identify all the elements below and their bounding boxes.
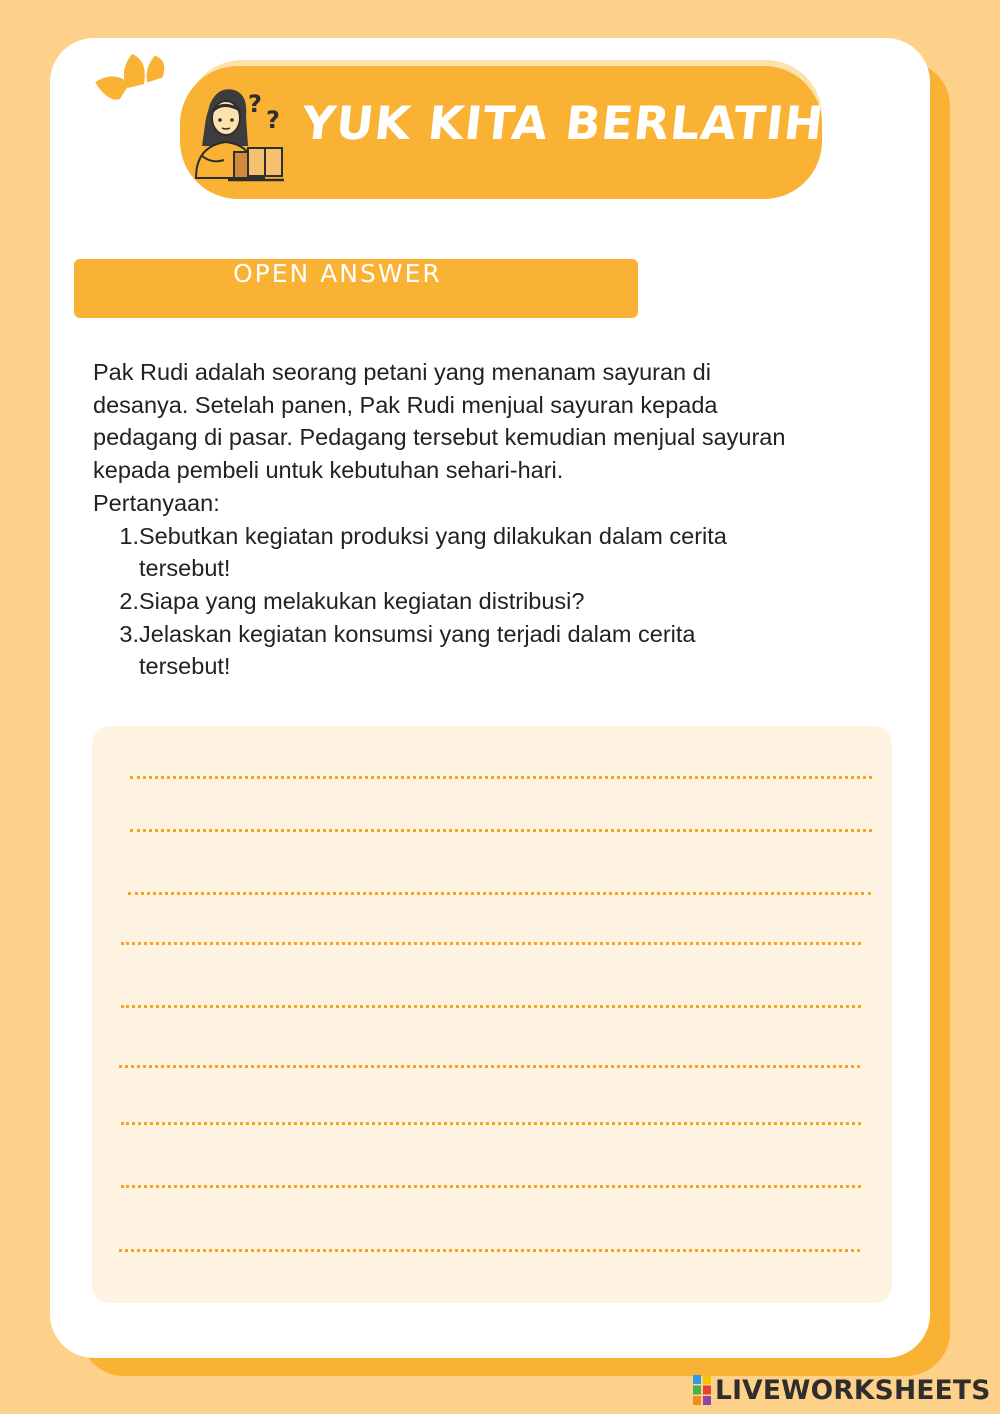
- sparkle-rays-icon: [88, 42, 178, 117]
- svg-text:?: ?: [266, 106, 280, 134]
- brand: [693, 1373, 991, 1407]
- question-text: Sebutkan kegiatan produksi yang dilakukan dalam cerita tersebut!: [139, 522, 727, 582]
- answer-line-6[interactable]: [119, 1065, 860, 1068]
- question-number: 2.: [119, 587, 139, 614]
- question-list: [93, 520, 793, 684]
- brand-name[interactable]: LIVEWORKSHEETS: [715, 1374, 991, 1406]
- answer-line-3[interactable]: [128, 892, 871, 895]
- question-item: [93, 618, 793, 683]
- question-text: Siapa yang melakukan kegiatan distribusi?: [139, 587, 585, 614]
- questions-label: Pertanyaan:: [93, 489, 220, 516]
- answer-line-1[interactable]: [130, 776, 872, 779]
- section-label: OPEN ANSWER: [233, 259, 442, 288]
- answer-line-4[interactable]: [121, 942, 861, 945]
- thinking-girl-reading-icon: [188, 82, 288, 186]
- question-text: Jelaskan kegiatan konsumsi yang terjadi dalam cerita tersebut!: [139, 620, 696, 680]
- answer-line-5[interactable]: [121, 1005, 861, 1008]
- story-block: [93, 356, 793, 683]
- question-item: [93, 520, 793, 585]
- answer-line-8[interactable]: [121, 1185, 861, 1188]
- question-item: [93, 585, 793, 618]
- question-number: 1.: [119, 522, 139, 549]
- page-title: YUK KITA BERLATIH !: [299, 96, 866, 150]
- answer-line-2[interactable]: [130, 829, 872, 832]
- answer-line-9[interactable]: [119, 1249, 860, 1252]
- liveworksheets-logo-icon: [693, 1375, 711, 1405]
- answer-line-7[interactable]: [121, 1122, 861, 1125]
- svg-text:?: ?: [248, 90, 262, 118]
- answer-box[interactable]: [92, 726, 892, 1303]
- story-paragraph: Pak Rudi adalah seorang petani yang menanam sayuran di desanya. Setelah panen, Pak Rudi menjual sayuran kepada pedagang di pasar. Pedagang tersebut kemudian menjual sayuran kepada pembeli untuk kebutuhan sehari-hari.: [93, 359, 786, 484]
- question-number: 3.: [119, 620, 139, 647]
